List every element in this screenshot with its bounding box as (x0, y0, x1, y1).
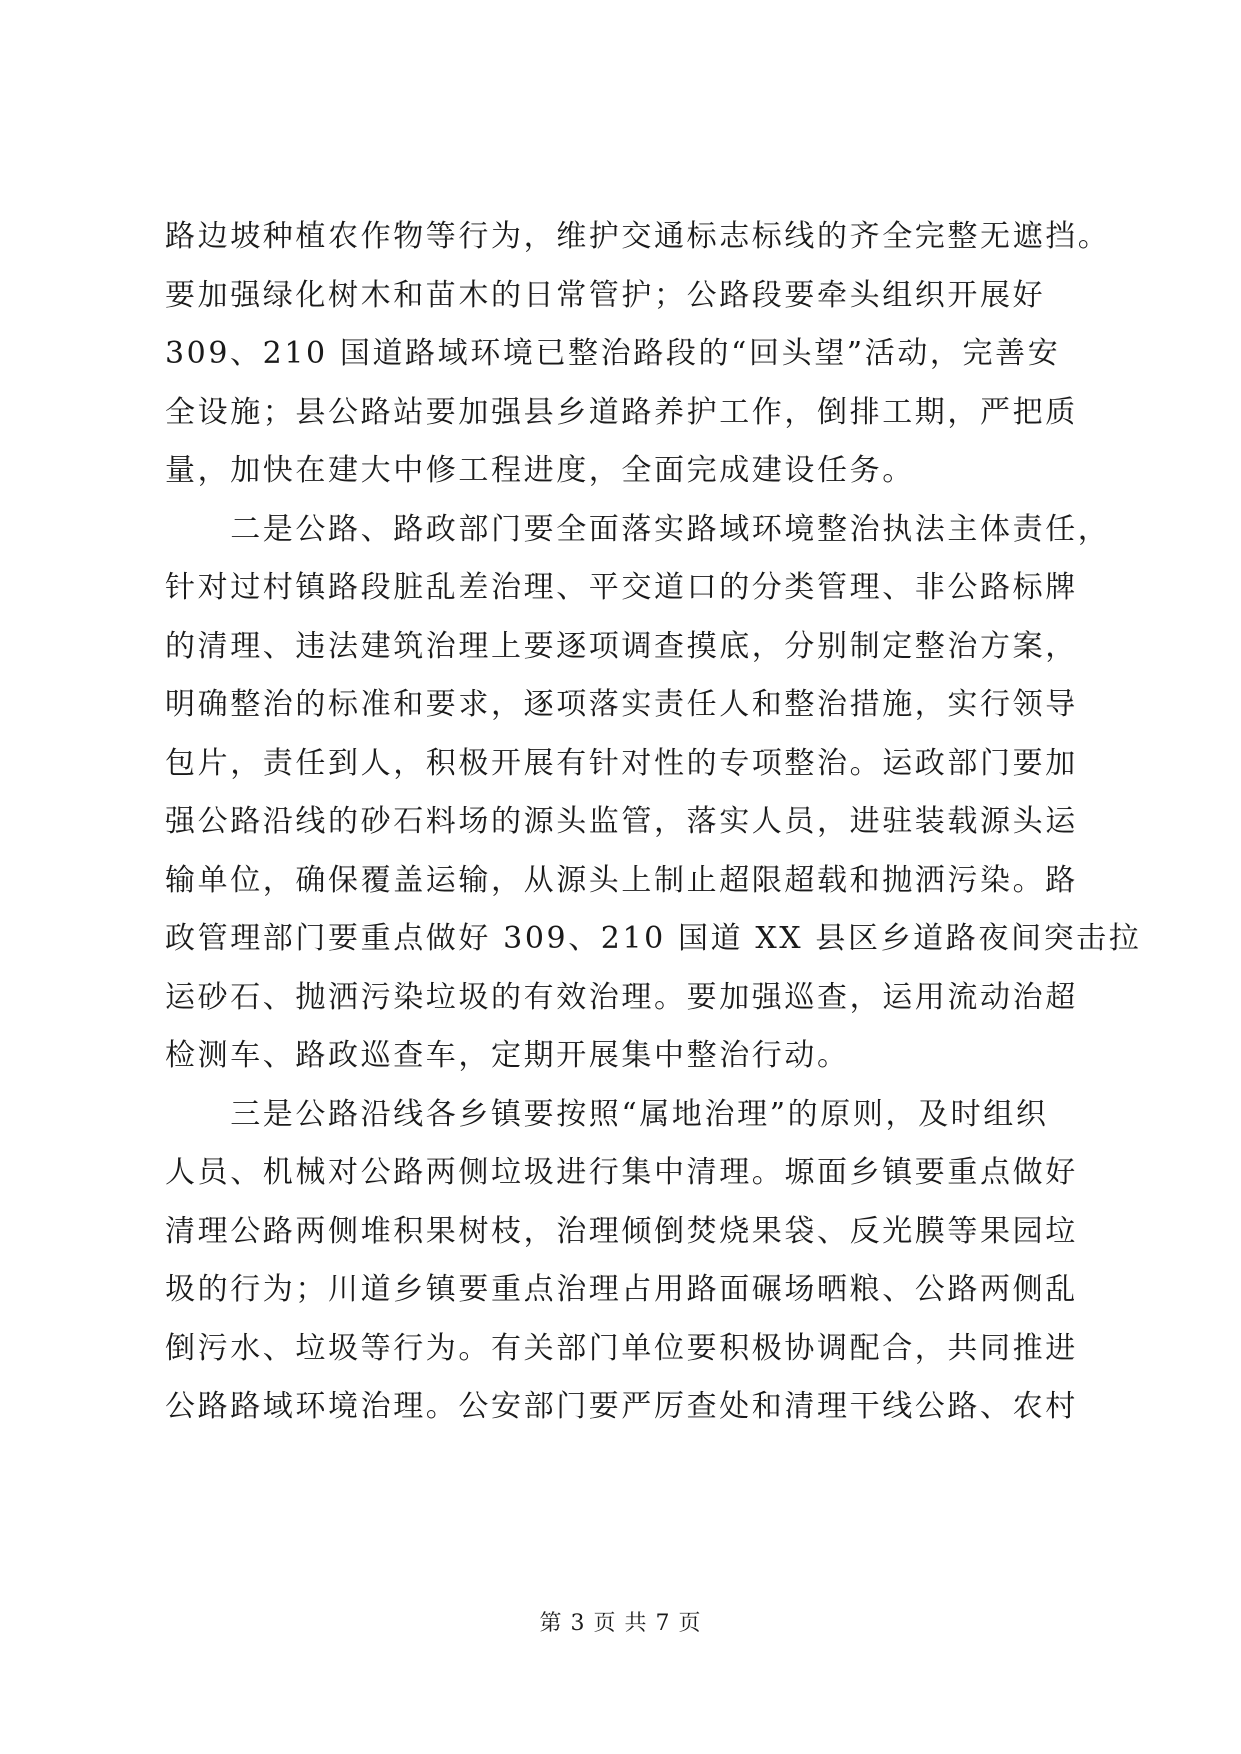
text-line: 要加强绿化树木和苗木的日常管护；公路段要牵头组织开展好 (165, 277, 1046, 313)
page-footer (0, 1606, 1241, 1637)
text-line: 政管理部门要重点做好 309、210 国道 XX 县区乡道路夜间突击拉 (165, 921, 1142, 956)
text-line: 的清理、违法建筑治理上要逐项调查摸底，分别制定整治方案， (165, 628, 1078, 664)
text-line: 309、210 国道路域环境已整治路段的“回头望”活动，完善安 (165, 336, 1061, 371)
text-line: 检测车、路政巡查车，定期开展集中整治行动。 (165, 1038, 850, 1073)
paragraph-start-line: 二是公路、路政部门要全面落实路域环境整治执法主体责任， (165, 511, 1111, 547)
text-line: 包片，责任到人，积极开展有针对性的专项整治。运政部门要加 (165, 745, 1078, 781)
paragraph-start-line: 三是公路沿线各乡镇要按照“属地治理”的原则，及时组织 (165, 1096, 1049, 1132)
text-line: 公路路域环境治理。公安部门要严厉查处和清理干线公路、农村 (165, 1389, 1078, 1424)
text-line: 量，加快在建大中修工程进度，全面完成建设任务。 (165, 453, 915, 488)
page-number: 第 3 页 共 7 页 (539, 1611, 702, 1636)
text-line: 圾的行为；川道乡镇要重点治理占用路面碾场晒粮、公路两侧乱 (165, 1272, 1078, 1307)
text-line: 路边坡种植农作物等行为，维护交通标志标线的齐全完整无遮挡。 (165, 219, 1111, 254)
text-line: 倒污水、垃圾等行为。有关部门单位要积极协调配合，共同推进 (165, 1330, 1078, 1366)
text-line: 明确整治的标准和要求，逐项落实责任人和整治措施，实行领导 (165, 687, 1078, 722)
text-line: 全设施；县公路站要加强县乡道路养护工作，倒排工期，严把质 (165, 394, 1078, 430)
text-line: 清理公路两侧堆积果树枝，治理倾倒焚烧果袋、反光膜等果园垃 (165, 1213, 1078, 1249)
text-line: 强公路沿线的砂石料场的源头监管，落实人员，进驻装载源头运 (165, 804, 1078, 839)
text-line: 运砂石、抛洒污染垃圾的有效治理。要加强巡查，运用流动治超 (165, 979, 1078, 1015)
body-text (165, 208, 1142, 1437)
text-line: 针对过村镇路段脏乱差治理、平交道口的分类管理、非公路标牌 (165, 570, 1078, 605)
text-line: 输单位，确保覆盖运输，从源头上制止超限超载和抛洒污染。路 (165, 862, 1078, 898)
text-line: 人员、机械对公路两侧垃圾进行集中清理。塬面乡镇要重点做好 (165, 1155, 1078, 1190)
